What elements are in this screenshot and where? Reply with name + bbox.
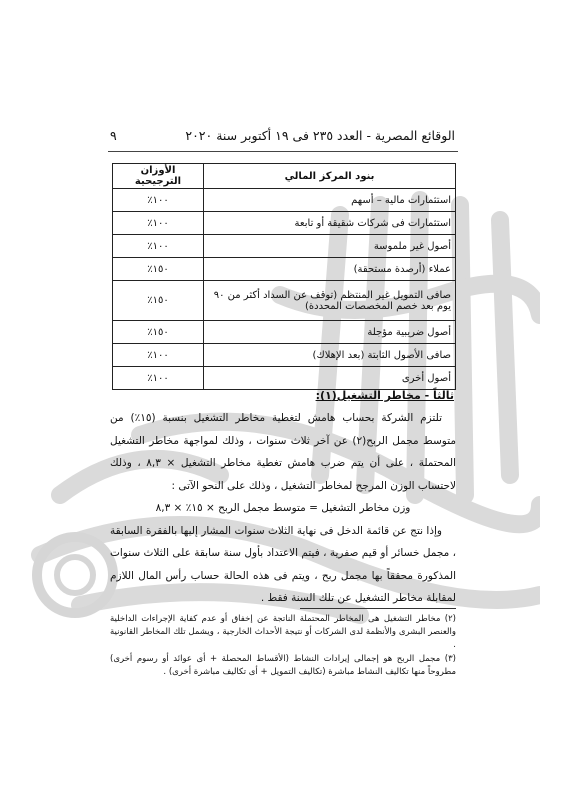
table-row xyxy=(113,281,456,321)
header-divider xyxy=(108,151,458,152)
row-item: عملاء (أرصدة مستحقة) xyxy=(204,258,456,281)
table-header-row xyxy=(113,164,456,189)
footnote: (٢) مخاطر التشغيل هى المخاطر المحتملة الناتجة عن إخفاق أو عدم كفاية الإجراءات الداخلية والعنصر البشرى والأنظمة لدى الشركات أو نتيجة الأحداث الخارجية ، ويشمل تلك المخاطر القانونية . xyxy=(110,614,456,650)
table-row xyxy=(113,189,456,212)
column-header-weight: الأوزان الترجيحية xyxy=(113,164,204,189)
row-weight: ١٠٠٪ xyxy=(113,212,204,235)
table-row xyxy=(113,344,456,367)
row-weight: ١٠٠٪ xyxy=(113,367,204,390)
row-item: أصول أخرى xyxy=(204,367,456,390)
row-weight: ١٥٠٪ xyxy=(113,258,204,281)
footnote: (٣) مجمل الربح هو إجمالى إيرادات النشاط (الأقساط المحصلة + أى عوائد أو رسوم أخرى) مطروحاً منها تكاليف النشاط مباشرة (تكاليف التمويل + أى تكاليف مباشرة أخرى) . xyxy=(110,654,456,677)
row-weight: ١٠٠٪ xyxy=(113,235,204,258)
table-row xyxy=(113,367,456,390)
gazette-title: الوقائع المصرية - العدد ٢٣٥ فى ١٩ أكتوبر سنة ٢٠٢٠ xyxy=(185,128,455,143)
section-heading: ثالثاً - مخاطر التشغيل(١): xyxy=(315,389,454,402)
table-row xyxy=(113,212,456,235)
row-item: صافى الأصول الثابتة (بعد الإهلاك) xyxy=(204,344,456,367)
footnotes xyxy=(110,613,456,680)
row-item: استثمارات فى شركات شقيقة أو تابعة xyxy=(204,212,456,235)
row-weight: ١٥٠٪ xyxy=(113,281,204,321)
column-header-item: بنود المركز المالي xyxy=(204,164,456,189)
row-item: استثمارات مالية – أسهم xyxy=(204,189,456,212)
row-weight: ١٥٠٪ xyxy=(113,321,204,344)
page-header xyxy=(110,128,455,148)
row-weight: ١٠٠٪ xyxy=(113,189,204,212)
table-row xyxy=(113,258,456,281)
row-weight: ١٠٠٪ xyxy=(113,344,204,367)
paragraph: تلتزم الشركة بحساب هامش لتغطية مخاطر التشغيل بنسبة (١٥٪) من متوسط مجمل الربح(٢) عن آخر ثلاث سنوات ، وذلك لمواجهة مخاطر التشغيل المحتملة ، على أن يتم ضرب هامش تغطية مخاطر التشغيل × ٨,٣ ، وذلك لاحتساب الوزن المرجح لمخاطر التشغيل ، وذلك على النحو الآتى : xyxy=(110,412,457,492)
table-row xyxy=(113,321,456,344)
paragraph: وإذا نتج عن قائمة الدخل فى نهاية الثلاث سنوات المشار إليها بالفقرة السابقة ، مجمل خسائر أو قيم صفرية ، فيتم الاعتداد بأول سنة سابقة على الثلاث سنوات المذكورة محققاً بها مجمل ربح ، ويتم فى هذه الحالة حساب رأس المال اللازم لمقابلة مخاطر التشغيل عن تلك السنة فقط . xyxy=(110,524,456,604)
row-item: أصول غير ملموسة xyxy=(204,235,456,258)
table-row xyxy=(113,235,456,258)
risk-weights-table xyxy=(112,163,456,390)
row-item: أصول ضريبية مؤجلة xyxy=(204,321,456,344)
body-text xyxy=(110,407,456,610)
formula-line: وزن مخاطر التشغيل = متوسط مجمل الربح × ١٥٪ × ٨,٣ xyxy=(155,502,411,514)
footnote-divider xyxy=(300,608,456,609)
page-number: ٩ xyxy=(110,128,117,143)
row-item: صافى التمويل غير المنتظم (توقف عن السداد أكثر من ٩٠ يوم بعد خصم المخصصات المحددة) xyxy=(204,281,456,321)
